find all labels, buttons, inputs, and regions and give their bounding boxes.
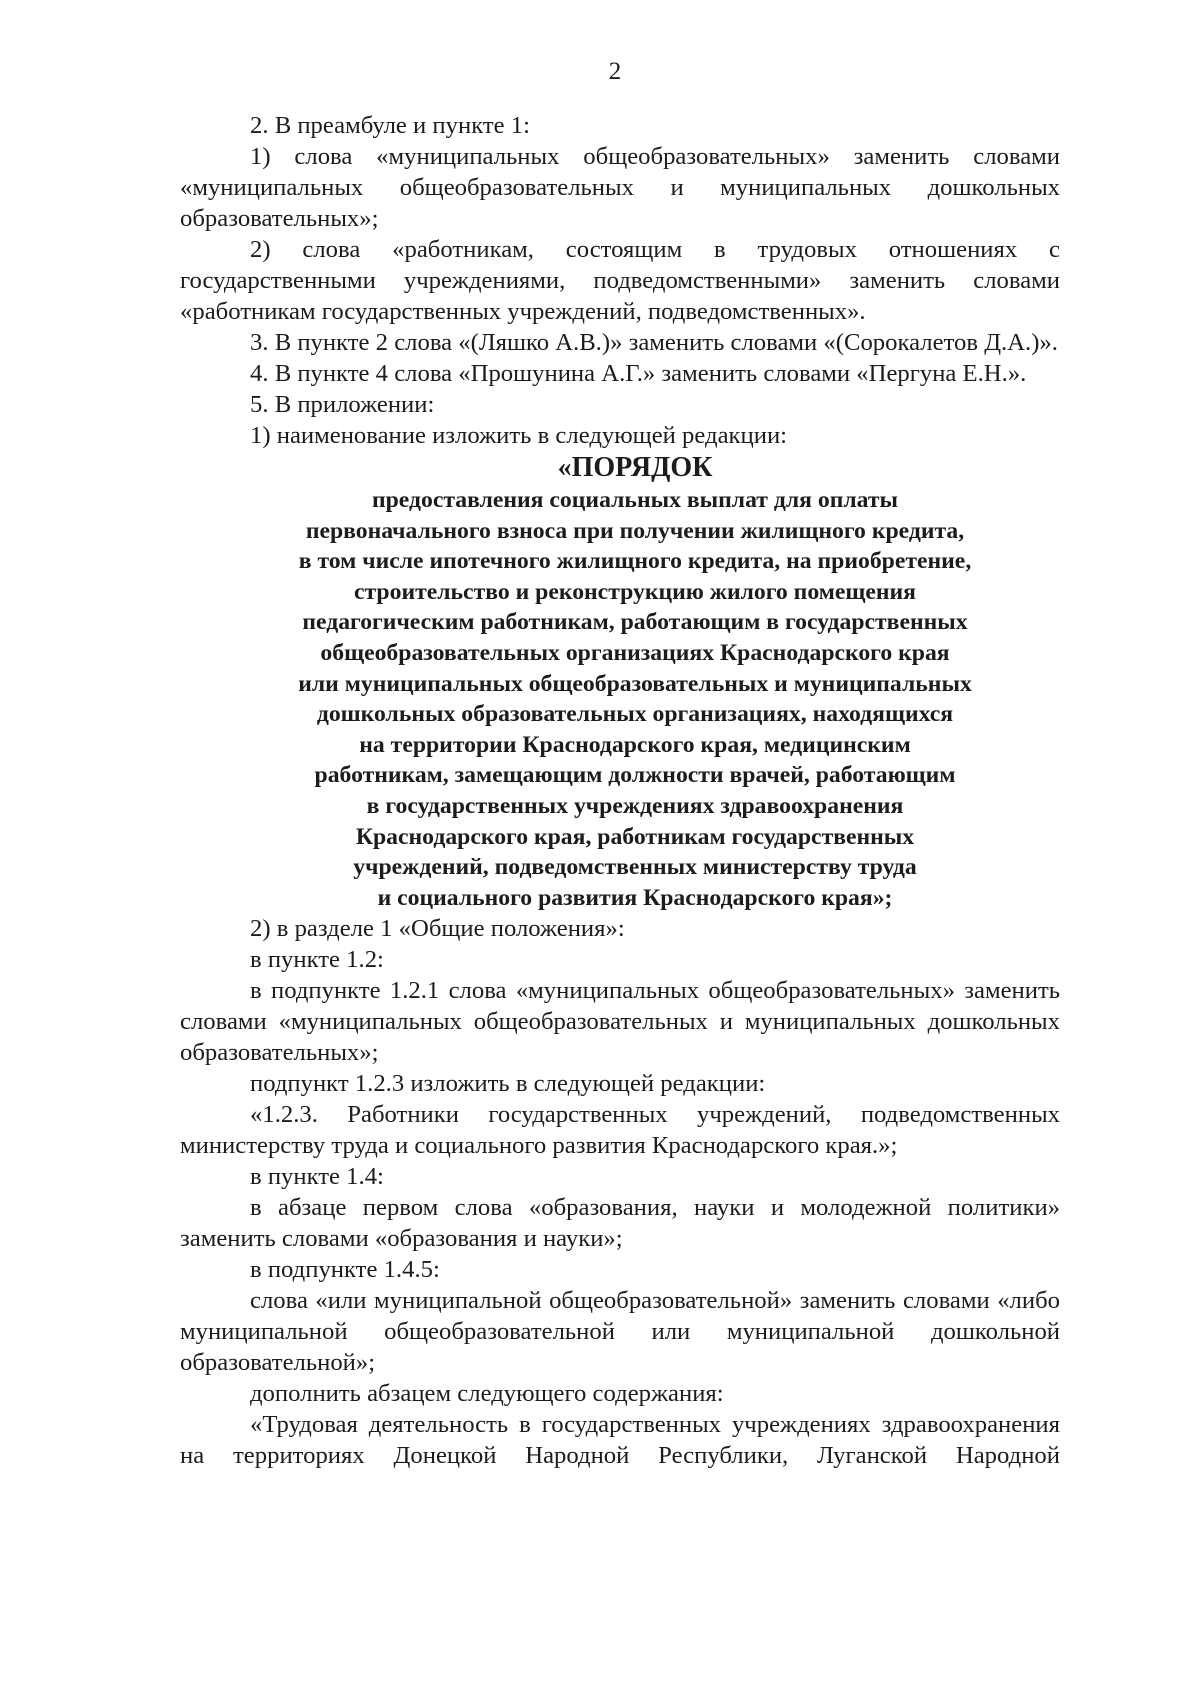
paragraph: в подпункте 1.2.1 слова «муниципальных общеобразовательных» заменить словами «муниципальных общеобразовательных и муниципальных дошкольных образовательных»; xyxy=(180,977,1060,1067)
title-line: в том числе ипотечного жилищного кредита, на приобретение, xyxy=(298,548,972,575)
paragraph: в пункте 1.2: xyxy=(250,946,384,974)
document-body xyxy=(180,110,1060,1471)
title-line: общеобразовательных организациях Краснодарского края xyxy=(320,639,950,666)
paragraph: дополнить абзацем следующего содержания: xyxy=(250,1380,724,1408)
title-line: и социального развития Краснодарского края»; xyxy=(377,884,893,911)
title-line: первоначального взноса при получении жилищного кредита, xyxy=(305,517,965,544)
paragraph: «Трудовая деятельность в государственных учреждениях здравоохранения на территориях Донецкой Народной Республики, Луганской Народной xyxy=(180,1411,1060,1470)
paragraph: слова «или муниципальной общеобразовательной» заменить словами «либо муниципальной общеобразовательной или муниципальной дошкольной образовательной»; xyxy=(180,1287,1060,1377)
title-line: строительство и реконструкцию жилого помещения xyxy=(353,578,916,605)
paragraph: в пункте 1.4: xyxy=(250,1163,384,1191)
section-title-heading: «ПОРЯДОК xyxy=(557,452,713,483)
paragraph: 1) слова «муниципальных общеобразовательных» заменить словами «муниципальных общеобразовательных и муниципальных дошкольных образовательных»; xyxy=(180,143,1060,232)
paragraph: 3. В пункте 2 слова «(Ляшко А.В.)» заменить словами «(Сорокалетов Д.А.)». xyxy=(250,329,1058,356)
title-line: работникам, замещающим должности врачей, работающим xyxy=(314,762,956,789)
paragraph: в подпункте 1.4.5: xyxy=(250,1256,440,1284)
paragraph: 2) в разделе 1 «Общие положения»: xyxy=(250,915,625,943)
title-line: или муниципальных общеобразовательных и муниципальных xyxy=(298,670,972,697)
paragraph: 4. В пункте 4 слова «Прошунина А.Г.» заменить словами «Пергуна Е.Н.». xyxy=(250,360,1027,387)
title-line: дошкольных образовательных организациях, находящихся xyxy=(316,701,954,728)
title-line: предоставления социальных выплат для оплаты xyxy=(371,487,899,513)
title-line: в государственных учреждениях здравоохранения xyxy=(366,792,904,819)
paragraph: 2) слова «работникам, состоящим в трудовых отношениях с государственными учреждениями, подведомственными» заменить словами «работникам государственных учреждений, подведомственных». xyxy=(180,236,1060,325)
page-number: 2 xyxy=(608,58,622,85)
section-title xyxy=(180,485,1060,913)
title-line: Краснодарского края, работникам государственных xyxy=(355,823,915,850)
paragraph: 5. В приложении: xyxy=(250,391,435,418)
paragraph: 2. В преамбуле и пункте 1: xyxy=(250,112,530,139)
title-line: на территории Краснодарского края, медицинским xyxy=(359,731,911,758)
title-line: педагогическим работникам, работающим в государственных xyxy=(302,609,968,636)
paragraph: «1.2.3. Работники государственных учреждений, подведомственных министерству труда и социального развития Краснодарского края.»; xyxy=(180,1101,1060,1160)
title-line: учреждений, подведомственных министерству труда xyxy=(353,854,917,881)
paragraph: подпункт 1.2.3 изложить в следующей редакции: xyxy=(250,1070,766,1098)
paragraph: 1) наименование изложить в следующей редакции: xyxy=(250,422,788,449)
paragraph: в абзаце первом слова «образования, науки и молодежной политики» заменить словами «образования и науки»; xyxy=(180,1194,1060,1253)
